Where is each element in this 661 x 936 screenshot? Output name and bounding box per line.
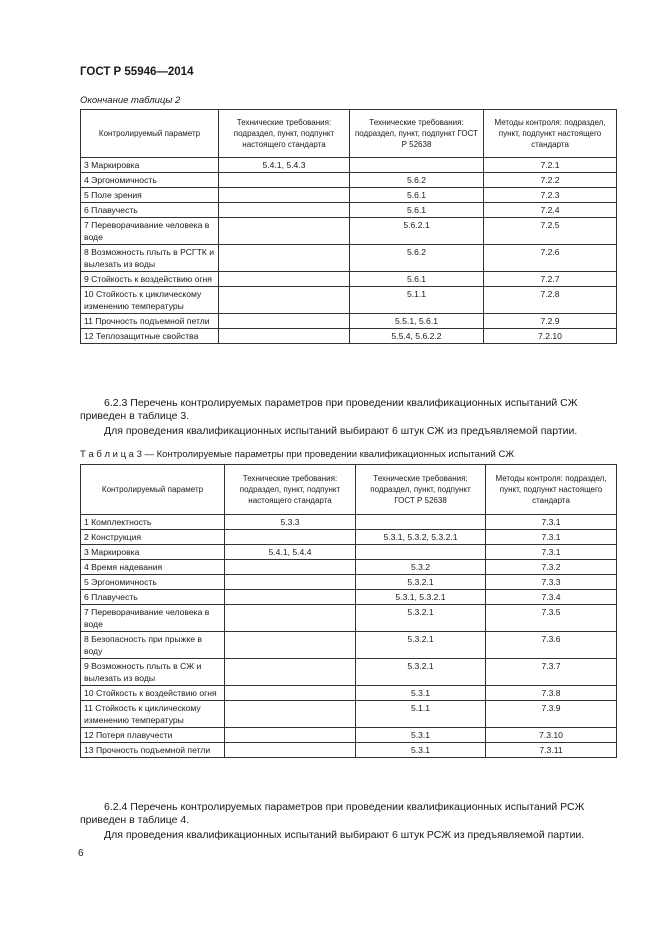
parameter-cell: 9 Возможность плыть в СЖ и вылезать из воды <box>81 659 225 686</box>
parameter-cell: 13 Прочность подъемной петли <box>81 743 225 758</box>
reference-cell: 5.3.1 <box>356 686 486 701</box>
table-row <box>81 515 617 530</box>
reference-cell <box>225 632 356 659</box>
parameter-cell: 7 Переворачивание человека в воде <box>81 605 225 632</box>
table3-header-parameter: Контролируемый параметр <box>81 465 225 515</box>
document-header: ГОСТ Р 55946—2014 <box>80 66 194 78</box>
parameter-cell: 6 Плавучесть <box>81 590 225 605</box>
table-row <box>81 245 617 272</box>
reference-cell: 7.2.1 <box>484 158 617 173</box>
table3-body <box>81 515 617 758</box>
reference-cell <box>225 686 356 701</box>
reference-cell: 7.2.9 <box>484 314 617 329</box>
reference-cell: 5.3.2 <box>356 560 486 575</box>
reference-cell <box>219 188 350 203</box>
table-row <box>81 686 617 701</box>
parameter-cell: 5 Поле зрения <box>81 188 219 203</box>
table-row <box>81 590 617 605</box>
paragraph-6-2-4-line1: 6.2.4 Перечень контролируемых параметров при проведении квалификационных испытаний РСЖ <box>104 801 585 813</box>
reference-cell: 7.3.11 <box>486 743 617 758</box>
reference-cell <box>225 701 356 728</box>
paragraph-6-2-3-line2: приведен в таблице 3. <box>80 410 190 422</box>
reference-cell <box>225 728 356 743</box>
reference-cell <box>225 605 356 632</box>
table-row <box>81 701 617 728</box>
parameter-cell: 2 Конструкция <box>81 530 225 545</box>
reference-cell: 5.6.2 <box>350 173 484 188</box>
table-row <box>81 743 617 758</box>
table-row <box>81 728 617 743</box>
reference-cell: 7.3.3 <box>486 575 617 590</box>
reference-cell: 5.4.1, 5.4.4 <box>225 545 356 560</box>
table-row <box>81 188 617 203</box>
table-row <box>81 659 617 686</box>
reference-cell: 7.3.7 <box>486 659 617 686</box>
reference-cell: 5.5.4, 5.6.2.2 <box>350 329 484 344</box>
table3-header-control-methods: Методы контроля: подраздел, пункт, подпункт настоящего стандарта <box>486 465 617 515</box>
table-row <box>81 218 617 245</box>
reference-cell <box>219 245 350 272</box>
table-row <box>81 632 617 659</box>
reference-cell: 5.3.3 <box>225 515 356 530</box>
reference-cell: 7.3.5 <box>486 605 617 632</box>
paragraph-6-2-3-line3: Для проведения квалификационных испытаний выбирают 6 штук СЖ из предъявляемой партии. <box>104 425 578 437</box>
parameter-cell: 11 Стойкость к циклическому изменению температуры <box>81 701 225 728</box>
reference-cell: 5.6.1 <box>350 272 484 287</box>
table-row <box>81 575 617 590</box>
table2-body <box>81 158 617 344</box>
reference-cell: 7.2.10 <box>484 329 617 344</box>
reference-cell <box>225 590 356 605</box>
reference-cell: 5.3.1, 5.3.2, 5.3.2.1 <box>356 530 486 545</box>
table-row <box>81 287 617 314</box>
parameter-cell: 4 Эргономичность <box>81 173 219 188</box>
parameter-cell: 6 Плавучесть <box>81 203 219 218</box>
reference-cell: 5.6.1 <box>350 188 484 203</box>
reference-cell: 5.6.1 <box>350 203 484 218</box>
reference-cell: 5.3.1, 5.3.2.1 <box>356 590 486 605</box>
reference-cell <box>356 515 486 530</box>
table-row <box>81 605 617 632</box>
reference-cell <box>219 173 350 188</box>
reference-cell: 7.2.2 <box>484 173 617 188</box>
reference-cell: 5.3.2.1 <box>356 575 486 590</box>
parameter-cell: 7 Переворачивание человека в воде <box>81 218 219 245</box>
reference-cell: 7.3.9 <box>486 701 617 728</box>
reference-cell <box>225 575 356 590</box>
table-row <box>81 173 617 188</box>
parameter-cell: 12 Теплозащитные свойства <box>81 329 219 344</box>
table2-caption: Окончание таблицы 2 <box>80 95 181 106</box>
reference-cell: 5.3.2.1 <box>356 605 486 632</box>
parameter-cell: 5 Эргономичность <box>81 575 225 590</box>
reference-cell: 5.3.1 <box>356 728 486 743</box>
reference-cell: 7.2.5 <box>484 218 617 245</box>
parameter-cell: 3 Маркировка <box>81 158 219 173</box>
reference-cell <box>219 329 350 344</box>
reference-cell: 5.3.1 <box>356 743 486 758</box>
reference-cell: 5.1.1 <box>356 701 486 728</box>
paragraph-6-2-3-line1: 6.2.3 Перечень контролируемых параметров при проведении квалификационных испытаний СЖ <box>104 397 578 409</box>
reference-cell: 5.3.2.1 <box>356 632 486 659</box>
reference-cell: 7.3.1 <box>486 545 617 560</box>
reference-cell <box>219 203 350 218</box>
reference-cell <box>219 287 350 314</box>
table3-header-tech-req-standard: Технические требования: подраздел, пункт, подпункт настоящего стандарта <box>225 465 356 515</box>
page-number: 6 <box>78 848 84 859</box>
reference-cell: 5.3.2.1 <box>356 659 486 686</box>
reference-cell: 7.3.6 <box>486 632 617 659</box>
table-3 <box>80 464 617 758</box>
reference-cell <box>225 530 356 545</box>
reference-cell <box>350 158 484 173</box>
reference-cell: 5.6.2.1 <box>350 218 484 245</box>
reference-cell: 7.2.7 <box>484 272 617 287</box>
parameter-cell: 4 Время надевания <box>81 560 225 575</box>
table2-header-tech-req-standard: Технические требования: подраздел, пункт, подпункт настоящего стандарта <box>219 110 350 158</box>
reference-cell <box>219 272 350 287</box>
reference-cell: 7.2.4 <box>484 203 617 218</box>
reference-cell: 7.3.8 <box>486 686 617 701</box>
reference-cell: 5.5.1, 5.6.1 <box>350 314 484 329</box>
parameter-cell: 1 Комплектность <box>81 515 225 530</box>
reference-cell: 7.2.3 <box>484 188 617 203</box>
reference-cell: 7.2.6 <box>484 245 617 272</box>
table3-caption: Т а б л и ц а 3 — Контролируемые параметры при проведении квалификационных испытаний СЖ <box>80 449 515 460</box>
table-row <box>81 545 617 560</box>
table-row <box>81 158 617 173</box>
parameter-cell: 3 Маркировка <box>81 545 225 560</box>
table2-header-control-methods: Методы контроля: подраздел, пункт, подпункт настоящего стандарта <box>484 110 617 158</box>
table-row <box>81 314 617 329</box>
table2-header-parameter: Контролируемый параметр <box>81 110 219 158</box>
table-row <box>81 203 617 218</box>
paragraph-6-2-4-line2: приведен в таблице 4. <box>80 814 190 826</box>
table3-header-tech-req-gost: Технические требования: подраздел, пункт, подпункт ГОСТ Р 52638 <box>356 465 486 515</box>
table-row <box>81 530 617 545</box>
paragraph-6-2-4-line3: Для проведения квалификационных испытаний выбирают 6 штук РСЖ из предъявляемой партии. <box>104 829 585 841</box>
reference-cell: 7.3.4 <box>486 590 617 605</box>
reference-cell <box>356 545 486 560</box>
reference-cell: 5.1.1 <box>350 287 484 314</box>
reference-cell: 5.4.1, 5.4.3 <box>219 158 350 173</box>
table2-header-tech-req-gost: Технические требования: подраздел, пункт, подпункт ГОСТ Р 52638 <box>350 110 484 158</box>
table-row <box>81 560 617 575</box>
parameter-cell: 8 Безопасность при прыжке в воду <box>81 632 225 659</box>
parameter-cell: 8 Возможность плыть в РСГТК и вылезать из воды <box>81 245 219 272</box>
table-row <box>81 329 617 344</box>
reference-cell: 7.3.2 <box>486 560 617 575</box>
reference-cell: 7.3.1 <box>486 515 617 530</box>
reference-cell: 7.3.10 <box>486 728 617 743</box>
parameter-cell: 10 Стойкость к воздействию огня <box>81 686 225 701</box>
reference-cell <box>225 659 356 686</box>
reference-cell: 5.6.2 <box>350 245 484 272</box>
reference-cell <box>219 218 350 245</box>
parameter-cell: 12 Потеря плавучести <box>81 728 225 743</box>
reference-cell <box>225 560 356 575</box>
reference-cell: 7.3.1 <box>486 530 617 545</box>
table-2 <box>80 109 617 344</box>
reference-cell <box>225 743 356 758</box>
reference-cell: 7.2.8 <box>484 287 617 314</box>
table-row <box>81 272 617 287</box>
reference-cell <box>219 314 350 329</box>
parameter-cell: 11 Прочность подъемной петли <box>81 314 219 329</box>
parameter-cell: 9 Стойкость к воздействию огня <box>81 272 219 287</box>
parameter-cell: 10 Стойкость к циклическому изменению температуры <box>81 287 219 314</box>
